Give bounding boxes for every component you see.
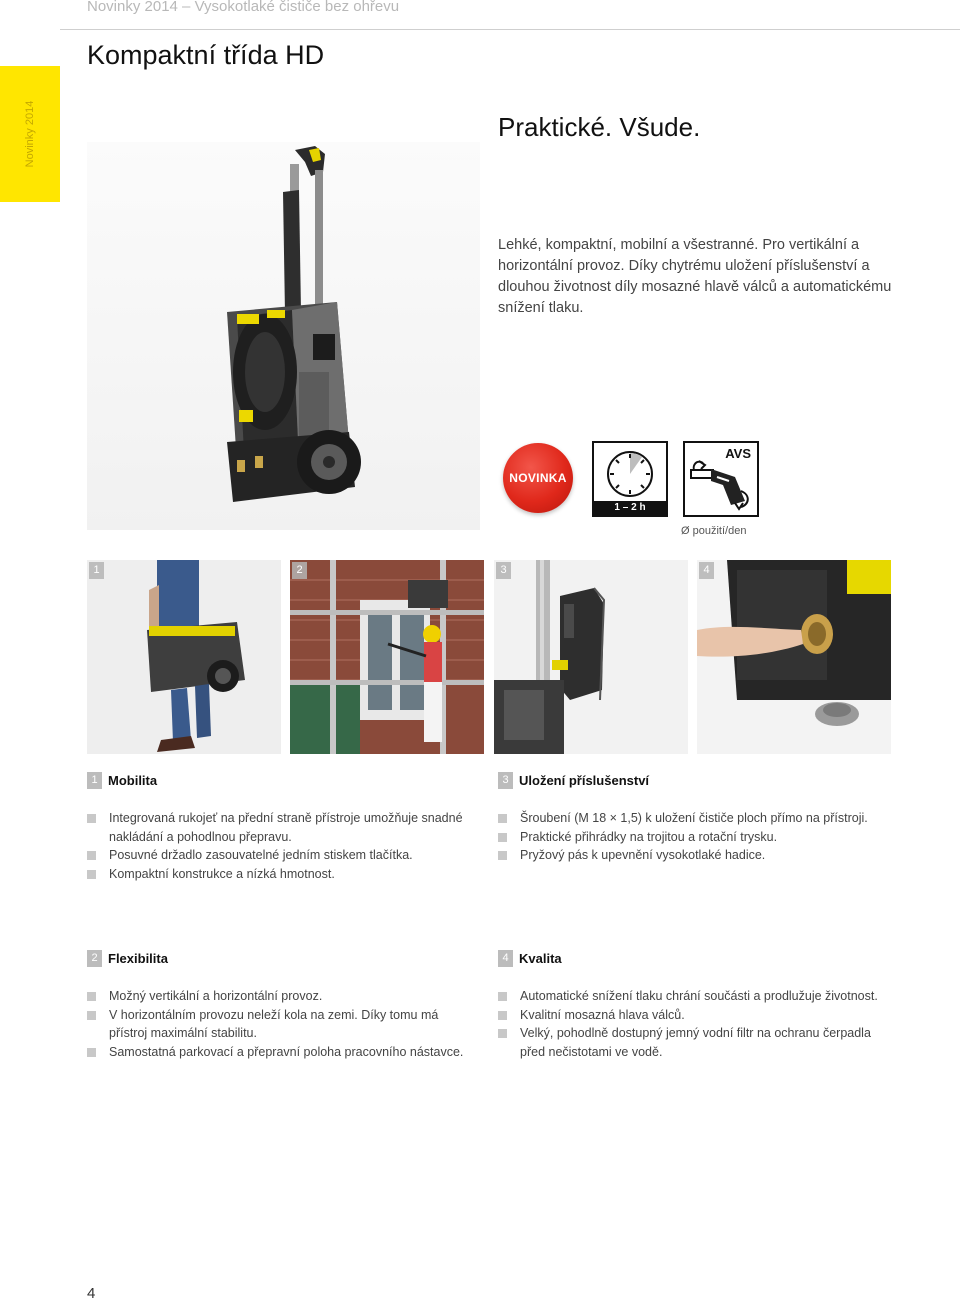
- photo-number: 3: [496, 562, 511, 579]
- usage-hours-label: 1 – 2 h: [594, 501, 666, 515]
- photo-number: 1: [89, 562, 104, 579]
- section-number: 2: [87, 950, 102, 967]
- section-title: Flexibilita: [108, 951, 168, 966]
- side-tab-label: Novinky 2014: [24, 100, 36, 168]
- section-quality-header: [498, 950, 562, 967]
- list-item: Kompaktní konstrukce a nízká hmotnost.: [87, 865, 477, 884]
- product-hero-image: [87, 142, 480, 530]
- page-title: Kompaktní třída HD: [87, 40, 325, 70]
- photo-water-filter: [697, 560, 891, 754]
- side-tab: [0, 66, 60, 202]
- section-number: 4: [498, 950, 513, 967]
- section-quality-list: [498, 987, 888, 1061]
- list-item: Samostatná parkovací a přepravní poloha pracovního nástavce.: [87, 1043, 477, 1062]
- photo-storage: [494, 560, 688, 754]
- avs-icon-box: [683, 441, 759, 517]
- section-flexibility-header: [87, 950, 168, 967]
- photo-scaffold-cleaning: [290, 560, 484, 754]
- list-item: Kvalitní mosazná hlava válců.: [498, 1006, 888, 1025]
- section-storage-list: [498, 809, 888, 865]
- list-item: Možný vertikální a horizontální provoz.: [87, 987, 477, 1006]
- photo-quality: [697, 560, 891, 754]
- usage-caption: Ø použití/den: [681, 525, 747, 537]
- list-item: Pryžový pás k upevnění vysokotlaké hadice.: [498, 846, 888, 865]
- section-flexibility-list: [87, 987, 477, 1061]
- header-rule: [60, 29, 960, 30]
- list-item: Velký, pohodlně dostupný jemný vodní filtr na ochranu čerpadla před nečistotami ve vodě.: [498, 1024, 888, 1061]
- list-item: Automatické snížení tlaku chrání součásti a prodlužuje životnost.: [498, 987, 888, 1006]
- section-title: Kvalita: [519, 951, 562, 966]
- usage-clock-icon: [592, 441, 668, 517]
- photo-accessory-storage: [494, 560, 688, 754]
- pressure-washer-illustration: [87, 142, 480, 530]
- section-title: Mobilita: [108, 773, 158, 788]
- list-item: Praktické přihrádky na trojitou a rotační trysku.: [498, 828, 888, 847]
- section-mobility-header: [87, 772, 157, 789]
- list-item: V horizontálním provozu neleží kola na zemi. Díky tomu má přístroj maximální stabilitu.: [87, 1006, 477, 1043]
- list-item: Integrovaná rukojeť na přední straně přístroje umožňuje snadné nakládání a pohodlnou přepravu.: [87, 809, 477, 846]
- photo-number: 4: [699, 562, 714, 579]
- new-badge: NOVINKA: [503, 443, 573, 513]
- section-storage-header: [498, 772, 649, 789]
- photo-number: 2: [292, 562, 307, 579]
- photo-flexibility: [290, 560, 484, 754]
- tagline: Praktické. Všude.: [498, 112, 701, 142]
- section-number: 3: [498, 772, 513, 789]
- avs-label: AVS: [725, 446, 751, 461]
- photo-mobility: [87, 560, 281, 754]
- running-head: Novinky 2014 – Vysokotlaké čističe bez ohřevu: [87, 0, 400, 15]
- section-number: 1: [87, 772, 102, 789]
- section-title: Uložení příslušenství: [519, 773, 650, 788]
- section-mobility-list: [87, 809, 477, 883]
- photo-carrying-machine: [87, 560, 281, 754]
- list-item: Posuvné držadlo zasouvatelné jedním stiskem tlačítka.: [87, 846, 477, 865]
- clock-icon: [594, 443, 666, 501]
- intro-text: Lehké, kompaktní, mobilní a všestranné. Pro vertikální a horizontální provoz. Díky chytrému uložení příslušenství a dlouhou životnost díly mosazné hlavě válců a automatickému snížení tlaku.: [498, 237, 892, 316]
- list-item: Šroubení (M 18 × 1,5) k uložení čističe ploch přímo na přístroji.: [498, 809, 888, 828]
- page-number: 4: [87, 1285, 96, 1302]
